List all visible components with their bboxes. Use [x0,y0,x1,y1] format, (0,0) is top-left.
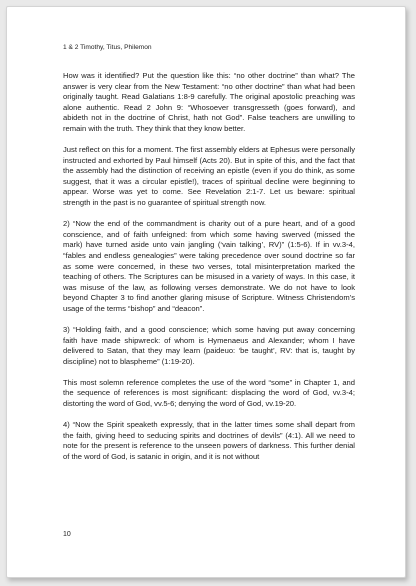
running-head: 1 & 2 Timothy, Titus, Philemon [63,44,152,51]
page-number: 10 [63,531,71,538]
paragraph-3: 2) “Now the end of the commandment is charity out of a pure heart, and of a good conscience, and of faith unfeigned: from which some having swerved (missed the mark) have turned aside unto vain jangling (‘vain talking’, RV)” (1:5-6). If in vv.3-4, “fables and endless genealogies” were taking precedence over sound doctrine so far as some were concerned, in these two verses, total misinterpretation marked the teaching of others. The Scriptures can be misused in a variety of ways. In this case, it was misuse of the law, as following verses demonstrate. We do not have to look beyond Chapter 3 to find another glaring misuse of Scripture. Witness Christendom’s usage of the terms “bishop” and “deacon”. [63,219,355,313]
body-text [63,71,355,473]
book-page [6,6,406,578]
paragraph-2: Just reflect on this for a moment. The first assembly elders at Ephesus were personally instructed and exhorted by Paul himself (Acts 20). But in spite of this, and the fact that the assembly had the distinction of receiving an epistle (even if you do think, as some suggest, that it was a circular epistle!), traces of spiritual decline were beginning to appear. Worse was yet to come. See Revelation 2:1-7. Let us beware: spiritual strength in the past is no guarantee of spiritual strength now. [63,145,355,208]
paragraph-5: This most solemn reference completes the use of the word “some” in Chapter 1, and the sequence of references is most significant: displacing the word of God, vv.3-4; distorting the word of God, vv.5-6; denying the word of God, vv.19-20. [63,377,355,409]
paragraph-1: How was it identified? Put the question like this: “no other doctrine” than what? The answer is very clear from the New Testament: “no other doctrine” than what had been originally taught. Read Galatians 1:8-9 carefully. The original apostolic preaching was alone authentic. Read 2 John 9: “Whosoever transgresseth (goes forward), and abideth not in the doctrine of Christ, hath not God”. False teachers are unwilling to remain with the truth. They think that they know better. [63,71,355,133]
paragraph-4: 3) “Holding faith, and a good conscience; which some having put away concerning faith have made shipwreck: of whom is Hymenaeus and Alexander; whom I have delivered to Satan, that they may learn (paideuo: ‘be taught’, RV: that is, taught by discipline) not to blaspheme” (1:19-20). [63,324,355,366]
paragraph-6: 4) “Now the Spirit speaketh expressly, that in the latter times some shall depart from the faith, giving heed to seducing spirits and doctrines of devils” (4:1). All we need to note for the present is reference to the unseen powers of darkness. This further denial of the word of God, is satanic in origin, and it is not without [63,420,355,461]
